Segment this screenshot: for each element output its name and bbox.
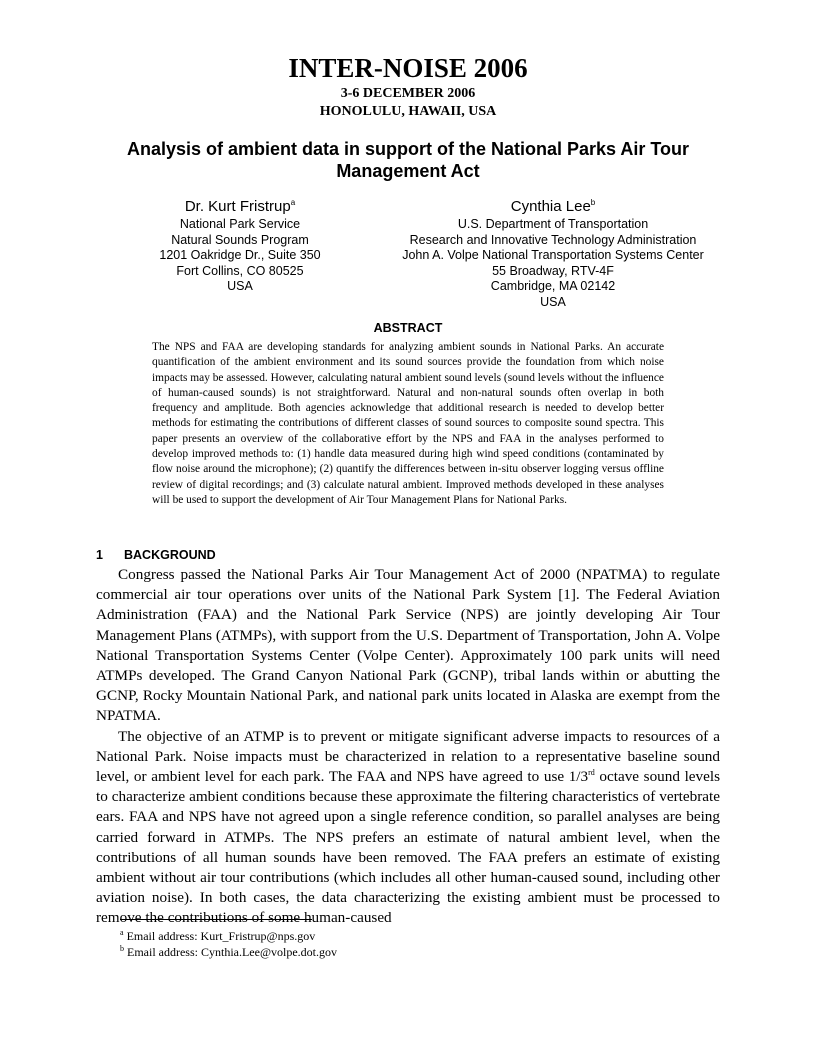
author-footnote-marker: b: [590, 198, 596, 207]
author-affiliation-line: U.S. Department of Transportation: [457, 217, 649, 231]
abstract-text: The NPS and FAA are developing standards for analyzing ambient sounds in National Parks. An accurate quantification of the ambient environment and its sound sources provide the foundation from which noise impacts may be assessed. However, calculating natural ambient sound levels (sound levels without the influence of human-caused sounds) is not straightforward. Natural and non-natural sounds often overlap in both frequency and amplitude. Both agencies acknowledge that additional research is needed to develop better methods for estimating the contributions of different classes of sound sources to composite sound spectra. This paper presents an overview of the collaborative effort by the NPS and FAA in the analyses performed to develop improved methods to: (1) handle data measured during high wind speed conditions (contaminated by flow noise around the microphone); (2) quantify the differences between in-situ observer logging versus offline review of digital recordings; and (3) calculate natural ambient. Improved methods developed in these analyses will be used to support the development of Air Tour Management Plans for National Parks.: [152, 341, 664, 506]
body-paragraph: The objective of an ATMP is to prevent or mitigate significant adverse impacts to resources of a National Park. Noise impacts must be characterized in relation to a representative baseline sound level, or ambient level for each park. The FAA and NPS have agreed to use 1/3rd octave sound levels to characterize ambient conditions because these approximate the filtering characteristics of vertebrate ears. FAA and NPS have not agreed upon a single reference condition, so parallel analyses are being carried forward in ATMPs. The NPS prefers an estimate of natural ambient level, when the contributions of all human sounds have been removed. The FAA prefers an estimate of existing ambient without air tour contributions (which includes all other human-caused sound, including other aviation noise). In both cases, the data characterizing the existing ambient must be processed to remove the contributions of some human-caused: [96, 727, 720, 927]
author-name: Cynthia Lee$^b$: [510, 198, 596, 215]
author-block-fristrup: [138, 197, 342, 295]
author-affiliation-line: Fort Collins, CO 80525: [176, 263, 304, 278]
abstract-heading: ABSTRACT: [373, 321, 443, 335]
author-name: Dr. Kurt Fristrup$^a$: [184, 198, 296, 215]
section-number: 1: [96, 548, 103, 562]
footnote: $^b$ Email address: Cynthia.Lee@volpe.dot.gov: [120, 944, 338, 959]
author-affiliation-line: 1201 Oakridge Dr., Suite 350: [159, 248, 321, 262]
author-affiliation-line: Cambridge, MA 02142: [490, 279, 616, 293]
author-affiliation-line: Natural Sounds Program: [171, 232, 309, 247]
footnotes: [120, 928, 337, 960]
author-affiliation-line: Research and Innovative Technology Administration: [409, 232, 697, 247]
section-body: [96, 565, 720, 929]
conference-dates: 3-6 DECEMBER 2006: [340, 86, 476, 101]
conference-title: INTER-NOISE 2006: [288, 53, 528, 83]
author-affiliation-line: USA: [227, 279, 253, 293]
author-affiliation-line: John A. Volpe National Transportation Systems Center: [402, 248, 704, 262]
footnote: $^a$ Email address: Kurt_Fristrup@nps.gov: [120, 928, 316, 943]
author-affiliation-line: 55 Broadway, RTV-4F: [492, 263, 614, 278]
section-title: BACKGROUND: [124, 548, 216, 562]
section-heading: [96, 548, 216, 562]
author-affiliation-line: USA: [540, 294, 566, 309]
conference-location: HONOLULU, HAWAII, USA: [319, 104, 497, 119]
author-block-lee: [380, 197, 726, 310]
paper-title: Analysis of ambient data in support of the National Parks Air Tour Management Act: [126, 139, 690, 181]
author-footnote-marker: a: [290, 198, 296, 207]
author-affiliation-line: National Park Service: [179, 217, 301, 231]
body-paragraph: Congress passed the National Parks Air Tour Management Act of 2000 (NPATMA) to regulate commercial air tour operations over units of the National Park System [1]. The Federal Aviation Administration (FAA) and the National Park Service (NPS) are jointly developing Air Tour Management Plans (ATMPs), with support from the U.S. Department of Transportation, John A. Volpe National Transportation Systems Center (Volpe Center). Approximately 100 park units will need ATMPs developed. The Grand Canyon National Park (GCNP), tribal lands within or abutting the GCNP, Rocky Mountain National Park, and national park units located in Alaska are exempt from the NPATMA.: [96, 566, 720, 725]
footnote-divider: [120, 919, 312, 920]
